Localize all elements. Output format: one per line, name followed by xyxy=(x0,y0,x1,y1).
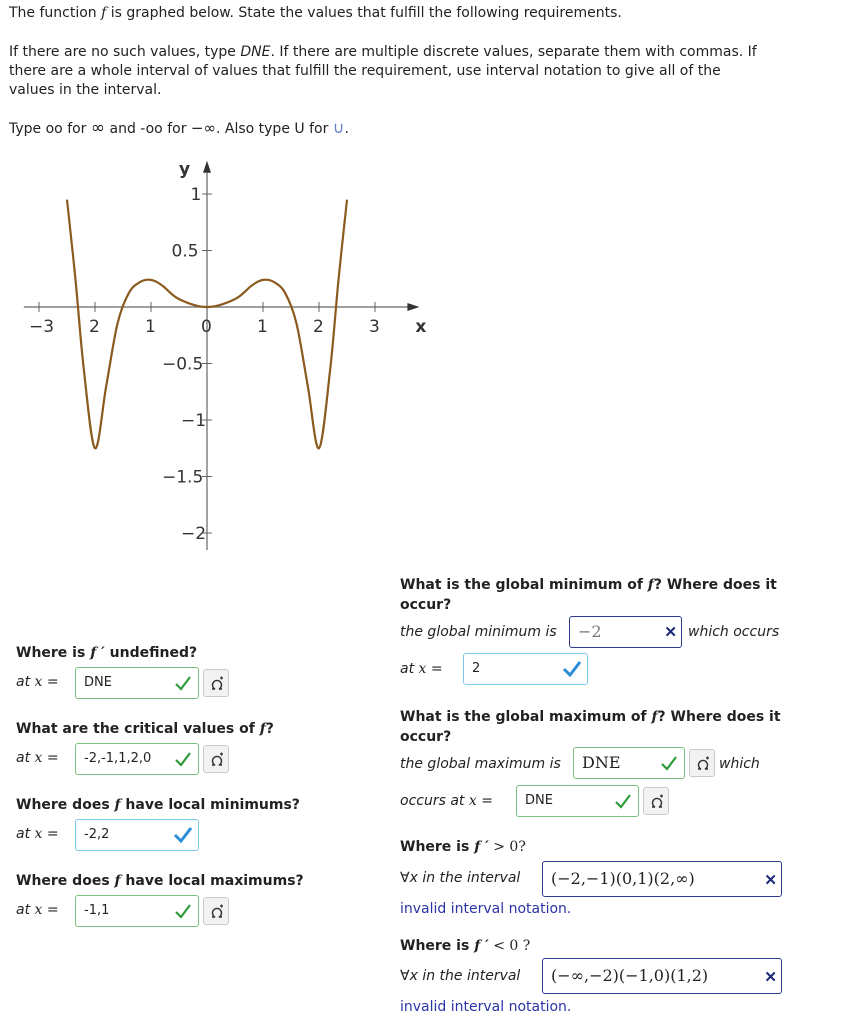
x-axis-label: x xyxy=(415,317,427,337)
for-all-x-interval-label: ∀x in the interval xyxy=(400,870,521,886)
question-fprime-negative: Where is f ′ < 0 ? xyxy=(400,938,531,954)
intro-line-3: there are a whole interval of values that fulfill the requirement, use interval notation to give all of the xyxy=(9,63,721,79)
incorrect-x-icon: ✕ xyxy=(764,871,777,889)
question-global-maximum-line2: occur? xyxy=(400,729,452,745)
keypad-icon xyxy=(649,794,665,810)
question-fprime-positive: Where is f ′ > 0? xyxy=(400,839,526,855)
intro-line-1: The function f is graphed below. State the values that fulfill the following requirements. xyxy=(9,5,622,21)
ohm-keypad-button[interactable] xyxy=(203,745,229,773)
check-icon xyxy=(563,660,581,678)
y-tick-label: 1 xyxy=(190,185,202,205)
invalid-notation-message: invalid interval notation. xyxy=(400,999,572,1015)
y-tick-label: −0.5 xyxy=(162,354,204,375)
check-icon xyxy=(174,674,192,692)
y-axis-label: y xyxy=(179,159,191,180)
x-tick-label: 2 xyxy=(313,317,324,337)
check-icon xyxy=(174,750,192,768)
keypad-icon xyxy=(209,904,225,920)
global-maximum-input[interactable]: DNE xyxy=(573,747,685,779)
intro-line-4: values in the interval. xyxy=(9,82,162,98)
fprime-undefined-input[interactable]: DNE xyxy=(75,667,199,699)
question-global-maximum: What is the global maximum of f? Where does it xyxy=(400,709,781,725)
question-global-minimum: What is the global minimum of f? Where does it xyxy=(400,577,777,593)
intro-line-5: Type oo for ∞ and -oo for −∞. Also type U for ∪. xyxy=(9,118,349,138)
x-tick-label: −3 xyxy=(29,317,55,337)
y-tick-label: 0.5 xyxy=(171,241,199,262)
intro-line-2: If there are no such values, type DNE. If there are multiple discrete values, separate them with commas. If xyxy=(9,44,757,60)
check-icon xyxy=(174,826,192,844)
at-x-label: at x = xyxy=(16,750,59,766)
incorrect-x-icon: ✕ xyxy=(764,968,777,986)
occurs-at-x-label: occurs at x = xyxy=(400,793,493,809)
question-local-minimums: Where does f have local minimums? xyxy=(16,797,300,813)
incorrect-x-icon: ✕ xyxy=(664,623,677,641)
question-fprime-undefined: Where is f ′ undefined? xyxy=(16,645,198,661)
x-tick-label: 2 xyxy=(89,317,100,337)
x-tick-label: 1 xyxy=(145,317,156,337)
global-maximum-at-input[interactable]: DNE xyxy=(516,785,639,817)
question-local-maximums: Where does f have local maximums? xyxy=(16,873,304,889)
which-label: which xyxy=(719,756,760,772)
which-occurs-label: which occurs xyxy=(688,624,780,640)
fprime-negative-interval-input[interactable]: (−∞,−2)(−1,0)(1,2) ✕ xyxy=(542,958,782,994)
critical-values-input[interactable]: -2,-1,1,2,0 xyxy=(75,743,199,775)
check-icon xyxy=(174,902,192,920)
y-axis-arrow xyxy=(203,161,211,173)
local-maximums-input[interactable]: -1,1 xyxy=(75,895,199,927)
y-tick-label: −1.5 xyxy=(162,467,204,488)
check-icon xyxy=(614,792,632,810)
check-icon xyxy=(660,754,678,772)
keypad-icon xyxy=(209,676,225,692)
at-x-label: at x = xyxy=(16,674,59,690)
y-tick-label: −1 xyxy=(181,411,207,431)
question-critical-values: What are the critical values of f? xyxy=(16,721,274,737)
ohm-keypad-button[interactable] xyxy=(203,669,229,697)
x-axis-arrow xyxy=(407,303,419,311)
ohm-keypad-button[interactable] xyxy=(643,787,669,815)
global-minimum-label: the global minimum is xyxy=(400,624,557,640)
y-tick-label: −2 xyxy=(181,524,207,544)
at-x-label: at x = xyxy=(400,661,443,677)
invalid-notation-message: invalid interval notation. xyxy=(400,901,572,917)
x-tick-label: 3 xyxy=(369,317,380,337)
global-maximum-label: the global maximum is xyxy=(400,756,561,772)
at-x-label: at x = xyxy=(16,826,59,842)
question-global-minimum-line2: occur? xyxy=(400,597,452,613)
local-minimums-input[interactable]: -2,2 xyxy=(75,819,199,851)
global-minimum-at-input[interactable]: 2 xyxy=(463,653,588,685)
fprime-positive-interval-input[interactable]: (−2,−1)(0,1)(2,∞) ✕ xyxy=(542,861,782,897)
keypad-icon xyxy=(695,756,711,772)
for-all-x-interval-label: ∀x in the interval xyxy=(400,968,521,984)
function-graph xyxy=(0,150,430,550)
global-minimum-input[interactable]: −2 ✕ xyxy=(569,616,682,648)
ohm-keypad-button[interactable] xyxy=(689,749,715,777)
ohm-keypad-button[interactable] xyxy=(203,897,229,925)
x-tick-label: 1 xyxy=(257,317,268,337)
keypad-icon xyxy=(209,752,225,768)
at-x-label: at x = xyxy=(16,902,59,918)
x-tick-label: 0 xyxy=(201,317,212,337)
